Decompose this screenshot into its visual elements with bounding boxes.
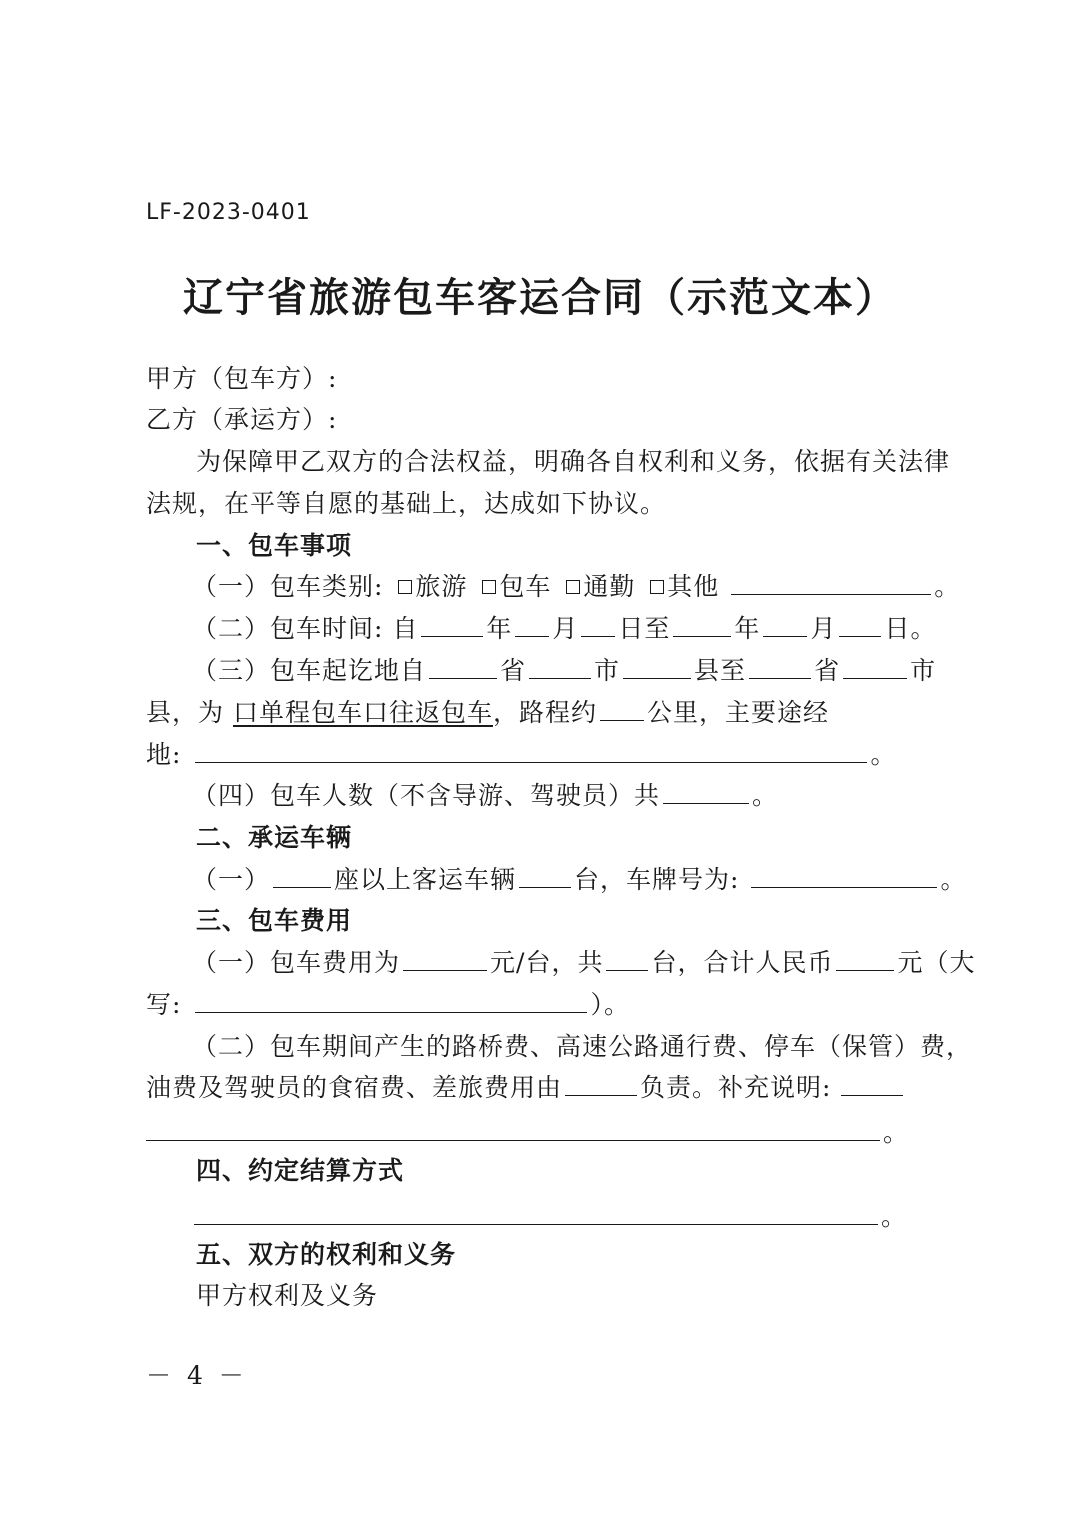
day-label: 日。 bbox=[884, 614, 937, 643]
county-label: 县，为 bbox=[146, 698, 225, 727]
party-a-rights-heading: 甲方权利及义务 bbox=[196, 1281, 379, 1310]
document-code: LF-2023-0401 bbox=[146, 200, 311, 225]
day-to-label: 日至 bbox=[618, 614, 671, 643]
fee-per-vehicle-blank[interactable] bbox=[403, 948, 487, 971]
charter-time-label: （二）包车时间: 自 bbox=[192, 614, 419, 643]
checkbox-icon[interactable] bbox=[566, 580, 580, 594]
supplement-continued-blank[interactable] bbox=[146, 1118, 880, 1141]
trip-type-options[interactable]: 口单程包车口往返包车 bbox=[232, 698, 493, 727]
city-label: 市 bbox=[910, 656, 937, 685]
option-commute: 通勤 bbox=[583, 572, 636, 601]
section-1-heading: 一、包车事项 bbox=[196, 531, 353, 560]
start-day-blank[interactable] bbox=[581, 614, 615, 637]
province-label: 省 bbox=[814, 656, 841, 685]
section-4-heading: 四、约定结算方式 bbox=[196, 1156, 405, 1185]
plate-label: 台，车牌号为: bbox=[574, 865, 740, 894]
distance-label: ，路程约 bbox=[492, 698, 597, 727]
year-label: 年 bbox=[734, 614, 761, 643]
to-province-blank[interactable] bbox=[749, 656, 811, 679]
plate-number-blank[interactable] bbox=[751, 865, 937, 888]
intro-line-1: 为保障甲乙双方的合法权益，明确各自权利和义务，依据有关法律 bbox=[196, 447, 951, 476]
county-to-label: 县至 bbox=[694, 656, 747, 685]
year-label: 年 bbox=[486, 614, 513, 643]
capital-amount-blank[interactable] bbox=[195, 990, 587, 1013]
settlement-line bbox=[194, 1202, 907, 1232]
party-a-line: 甲方（包车方）: bbox=[146, 364, 338, 393]
section-2-heading: 二、承运车辆 bbox=[196, 823, 353, 852]
end-month-blank[interactable] bbox=[763, 614, 807, 637]
fee-line bbox=[192, 948, 975, 978]
passenger-count-line bbox=[192, 781, 778, 811]
supplement-label: 负责。补充说明: bbox=[640, 1073, 832, 1102]
charter-route-line bbox=[192, 656, 936, 686]
extra-cost-label: 油费及驾驶员的食宿费、差旅费用由 bbox=[146, 1073, 563, 1102]
from-city-blank[interactable] bbox=[529, 656, 591, 679]
to-city-blank[interactable] bbox=[843, 656, 907, 679]
distance-blank[interactable] bbox=[600, 698, 644, 721]
from-province-blank[interactable] bbox=[429, 656, 497, 679]
city-label: 市 bbox=[594, 656, 621, 685]
from-county-blank[interactable] bbox=[623, 656, 691, 679]
period: 。 bbox=[934, 572, 961, 601]
start-month-blank[interactable] bbox=[515, 614, 549, 637]
option-other: 其他 bbox=[667, 572, 720, 601]
fee-capital-line bbox=[146, 990, 630, 1020]
fee-vehicle-count-blank[interactable] bbox=[606, 948, 648, 971]
end-day-blank[interactable] bbox=[839, 614, 881, 637]
option-tour: 旅游 bbox=[415, 572, 468, 601]
distance-unit-label: 公里，主要途经 bbox=[647, 698, 830, 727]
charter-time-line bbox=[192, 614, 936, 644]
vehicle-count-blank[interactable] bbox=[519, 865, 571, 888]
total-amount-blank[interactable] bbox=[836, 948, 894, 971]
passenger-count-blank[interactable] bbox=[663, 781, 749, 804]
total-label: 台，合计人民币 bbox=[651, 948, 834, 977]
via-blank[interactable] bbox=[195, 740, 867, 763]
province-label: 省 bbox=[500, 656, 527, 685]
per-vehicle-label: 元/台，共 bbox=[490, 948, 604, 977]
vehicle-label: （一） bbox=[192, 865, 271, 894]
period: 。 bbox=[752, 781, 779, 810]
yuan-label: 元（大 bbox=[897, 948, 976, 977]
seats-label: 座以上客运车辆 bbox=[334, 865, 517, 894]
period: 。 bbox=[883, 1118, 910, 1147]
option-charter: 包车 bbox=[499, 572, 552, 601]
charter-type-line bbox=[192, 572, 960, 602]
intro-line-2: 法规，在平等自愿的基础上，达成如下协议。 bbox=[146, 489, 667, 518]
via-line bbox=[146, 740, 896, 770]
supplement-line bbox=[146, 1118, 909, 1148]
close-paren: ）。 bbox=[590, 990, 630, 1019]
fee-label: （一）包车费用为 bbox=[192, 948, 401, 977]
month-label: 月 bbox=[552, 614, 579, 643]
page-number: － 4 － bbox=[146, 1361, 248, 1390]
document-title: 辽宁省旅游包车客运合同（示范文本） bbox=[183, 274, 897, 321]
checkbox-icon[interactable] bbox=[650, 580, 664, 594]
settlement-blank[interactable] bbox=[194, 1202, 878, 1225]
period: 。 bbox=[870, 740, 897, 769]
passenger-count-label: （四）包车人数（不含导游、驾驶员）共 bbox=[192, 781, 661, 810]
seat-count-blank[interactable] bbox=[273, 865, 331, 888]
month-label: 月 bbox=[810, 614, 837, 643]
period: 。 bbox=[881, 1202, 908, 1231]
responsible-party-blank[interactable] bbox=[565, 1073, 637, 1096]
via-label: 地: bbox=[146, 740, 182, 769]
extra-cost-line-1: （二）包车期间产生的路桥费、高速公路通行费、停车（保管）费， bbox=[192, 1032, 973, 1061]
route-label: （三）包车起讫地自 bbox=[192, 656, 427, 685]
end-year-blank[interactable] bbox=[673, 614, 731, 637]
trip-type-line bbox=[146, 698, 829, 728]
checkbox-icon[interactable] bbox=[398, 580, 412, 594]
party-b-line: 乙方（承运方）: bbox=[146, 405, 338, 434]
capital-label: 写: bbox=[146, 990, 182, 1019]
extra-cost-line-2 bbox=[146, 1073, 906, 1103]
vehicle-line bbox=[192, 865, 966, 895]
other-blank[interactable] bbox=[731, 572, 931, 595]
section-5-heading: 五、双方的权利和义务 bbox=[196, 1240, 457, 1269]
charter-type-label: （一）包车类别: bbox=[192, 572, 384, 601]
section-3-heading: 三、包车费用 bbox=[196, 906, 353, 935]
period: 。 bbox=[940, 865, 967, 894]
start-year-blank[interactable] bbox=[421, 614, 483, 637]
supplement-blank[interactable] bbox=[841, 1073, 903, 1096]
checkbox-icon[interactable] bbox=[482, 580, 496, 594]
